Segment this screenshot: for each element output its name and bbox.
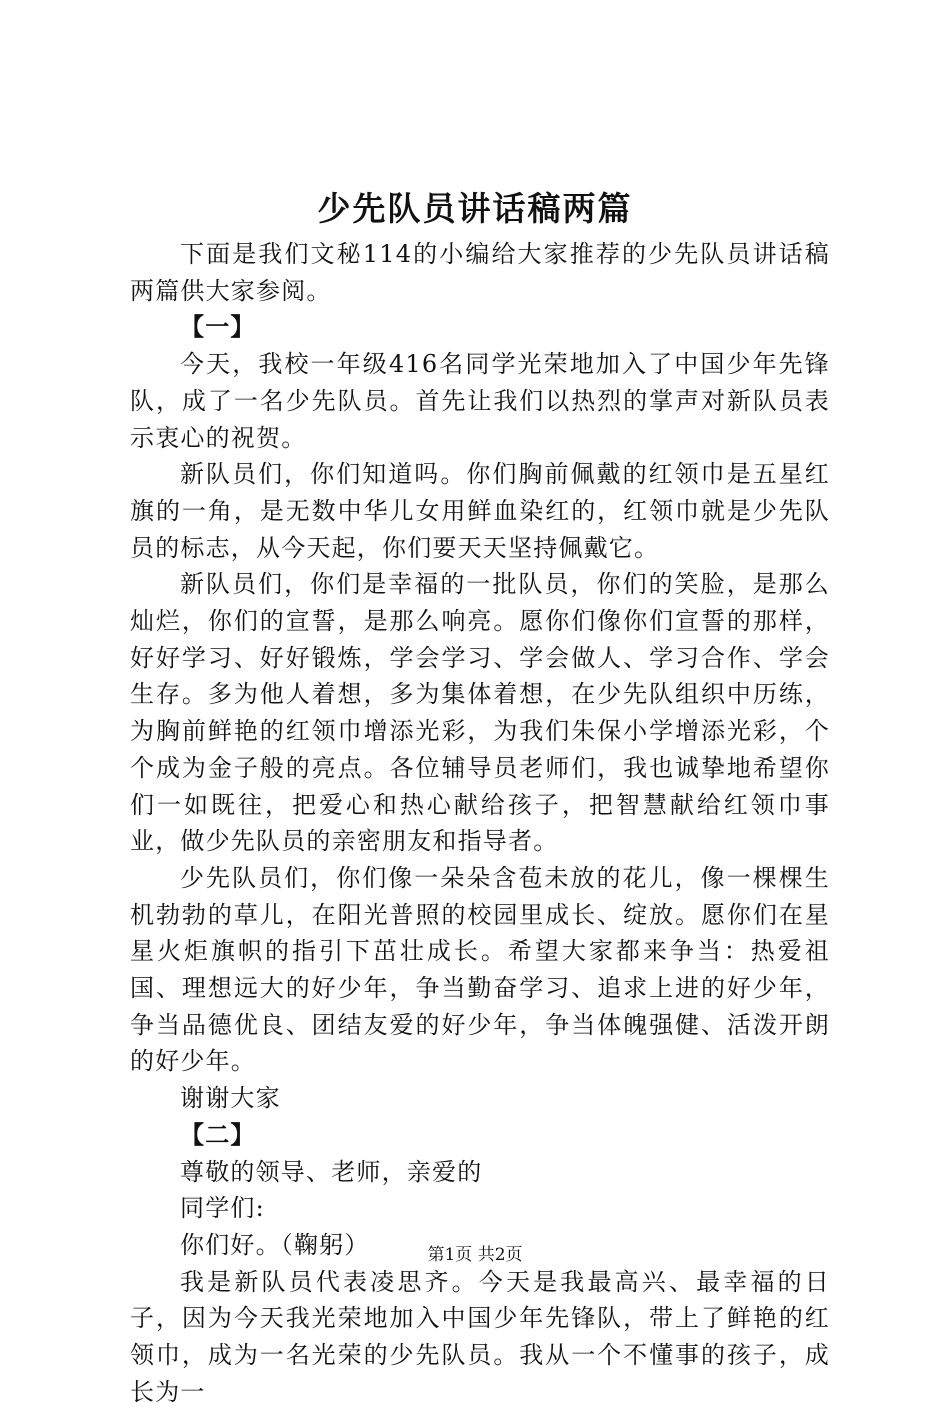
closing-line: 谢谢大家 (180, 1084, 281, 1113)
intro-paragraph: 下面是我们文秘114的小编给大家推荐的少先队员讲话稿两篇供大家参阅。 (130, 240, 830, 305)
salutation-line: 同学们: (180, 1194, 265, 1223)
body-paragraph: 新队员们，你们是幸福的一批队员，你们的笑脸，是那么灿烂，你们的宣誓，是那么响亮。愿你们像你们宣誓的那样，好好学习、好好锻炼，学会学习、学会做人、学习合作、学会生存。多为他人着想，多为集体着想，在少先队组织中历练，为胸前鲜艳的红领巾增添光彩，为我们朱保小学增添光彩，个个成为金子般的亮点。各位辅导员老师们，我也诚挚地希望你们一如既往，把爱心和热心献给孩子，把智慧献给红领巾事业，做少先队员的亲密朋友和指导者。 (130, 570, 830, 856)
body-paragraph: 今天，我校一年级416名同学光荣地加入了中国少年先锋队，成了一名少先队员。首先让我们以热烈的掌声对新队员表示衷心的祝贺。 (130, 350, 830, 452)
section-heading-two: 【二】 (180, 1119, 256, 1149)
body-paragraph: 新队员们，你们知道吗。你们胸前佩戴的红领巾是五星红旗的一角，是无数中华儿女用鲜血染红的，红领巾就是少先队员的标志，从今天起，你们要天天坚持佩戴它。 (130, 460, 830, 562)
document-title: 少先队员讲话稿两篇 (317, 189, 633, 228)
body-paragraph: 少先队员们，你们像一朵朵含苞未放的花儿，像一棵棵生机勃勃的草儿，在阳光普照的校园里成长、绽放。愿你们在星星火炬旗帜的指引下茁壮成长。希望大家都来争当：热爱祖国、理想远大的好少年，争当勤奋学习、追求上进的好少年，争当品德优良、团结友爱的好少年，争当体魄强健、活泼开朗的好少年。 (130, 863, 830, 1076)
body-paragraph: 我是新队员代表凌思齐。今天是我最高兴、最幸福的日子，因为今天我光荣地加入中国少年先锋队，带上了鲜艳的红领巾，成为一名光荣的少先队员。我从一个不懂事的孩子，成长为一 (130, 1267, 830, 1406)
page-footer: 第1页 共2页 (427, 1245, 523, 1265)
section-heading-one: 【一】 (180, 312, 256, 342)
greeting-line: 你们好。（鞠躬） (180, 1230, 370, 1259)
salutation-line: 尊敬的领导、老师，亲爱的 (180, 1157, 483, 1186)
document-body (130, 236, 830, 1411)
